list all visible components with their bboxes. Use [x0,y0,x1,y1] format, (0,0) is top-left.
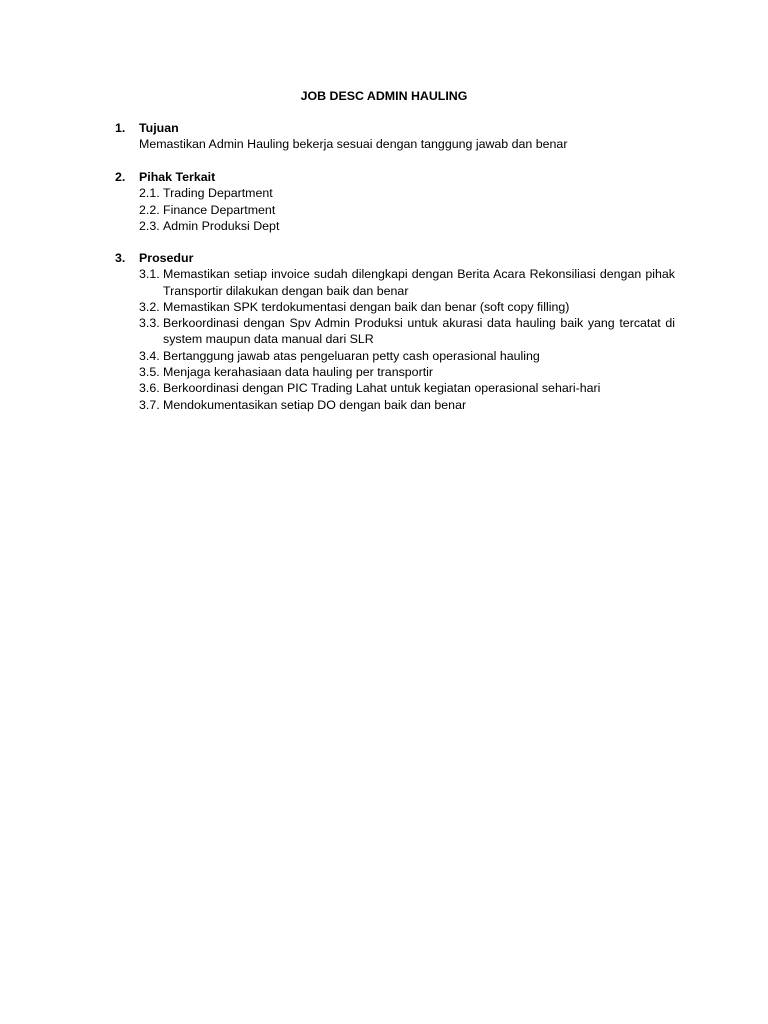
list-item [115,218,675,234]
item-number: 3.6. [139,381,160,396]
item-number: 2.3. [139,218,160,233]
list-item [115,266,675,299]
list-item [115,348,675,364]
item-list [115,185,675,234]
item-text: Admin Produksi Dept [163,218,280,233]
list-item [115,299,675,315]
item-text: Berkoordinasi dengan Spv Admin Produksi untuk akurasi data hauling baik yang tercatat di system maupun data manual dari SLR [163,316,675,347]
section-number: 1. [115,121,126,135]
section-title: Pihak Terkait [139,170,216,184]
item-number: 3.7. [139,397,160,412]
section-tujuan [115,120,675,153]
list-item [115,364,675,380]
item-number: 3.4. [139,348,160,363]
list-item [115,315,675,348]
item-number: 3.3. [139,316,160,331]
item-text: Memastikan SPK terdokumentasi dengan baik dan benar (soft copy filling) [163,299,570,314]
section-heading [115,120,675,136]
item-list [115,266,675,413]
section-heading [115,169,675,185]
item-number: 3.2. [139,299,160,314]
list-item [115,397,675,413]
item-text: Berkoordinasi dengan PIC Trading Lahat untuk kegiatan operasional sehari-hari [163,381,601,396]
section-body: Memastikan Admin Hauling bekerja sesuai dengan tanggung jawab dan benar [139,137,568,152]
item-text: Finance Department [163,202,276,217]
section-title: Tujuan [139,121,179,135]
item-number: 3.5. [139,365,160,380]
list-item [115,185,675,201]
item-number: 3.1. [139,267,160,282]
section-heading [115,250,675,266]
section-number: 3. [115,251,126,265]
section-title: Prosedur [139,251,194,265]
document-title: JOB DESC ADMIN HAULING [300,89,468,103]
item-text: Bertanggung jawab atas pengeluaran petty cash operasional hauling [163,348,540,363]
item-text: Memastikan setiap invoice sudah dilengkapi dengan Berita Acara Rekonsiliasi dengan pihak Transportir dilakukan dengan baik dan benar [163,267,675,298]
section-prosedur [115,250,675,413]
item-number: 2.2. [139,202,160,217]
list-item [115,202,675,218]
item-text: Mendokumentasikan setiap DO dengan baik dan benar [163,397,467,412]
item-number: 2.1. [139,186,160,201]
item-text: Trading Department [163,186,273,201]
item-text: Menjaga kerahasiaan data hauling per transportir [163,365,434,380]
section-pihak-terkait [115,169,675,234]
section-number: 2. [115,170,126,184]
list-item [115,380,675,396]
